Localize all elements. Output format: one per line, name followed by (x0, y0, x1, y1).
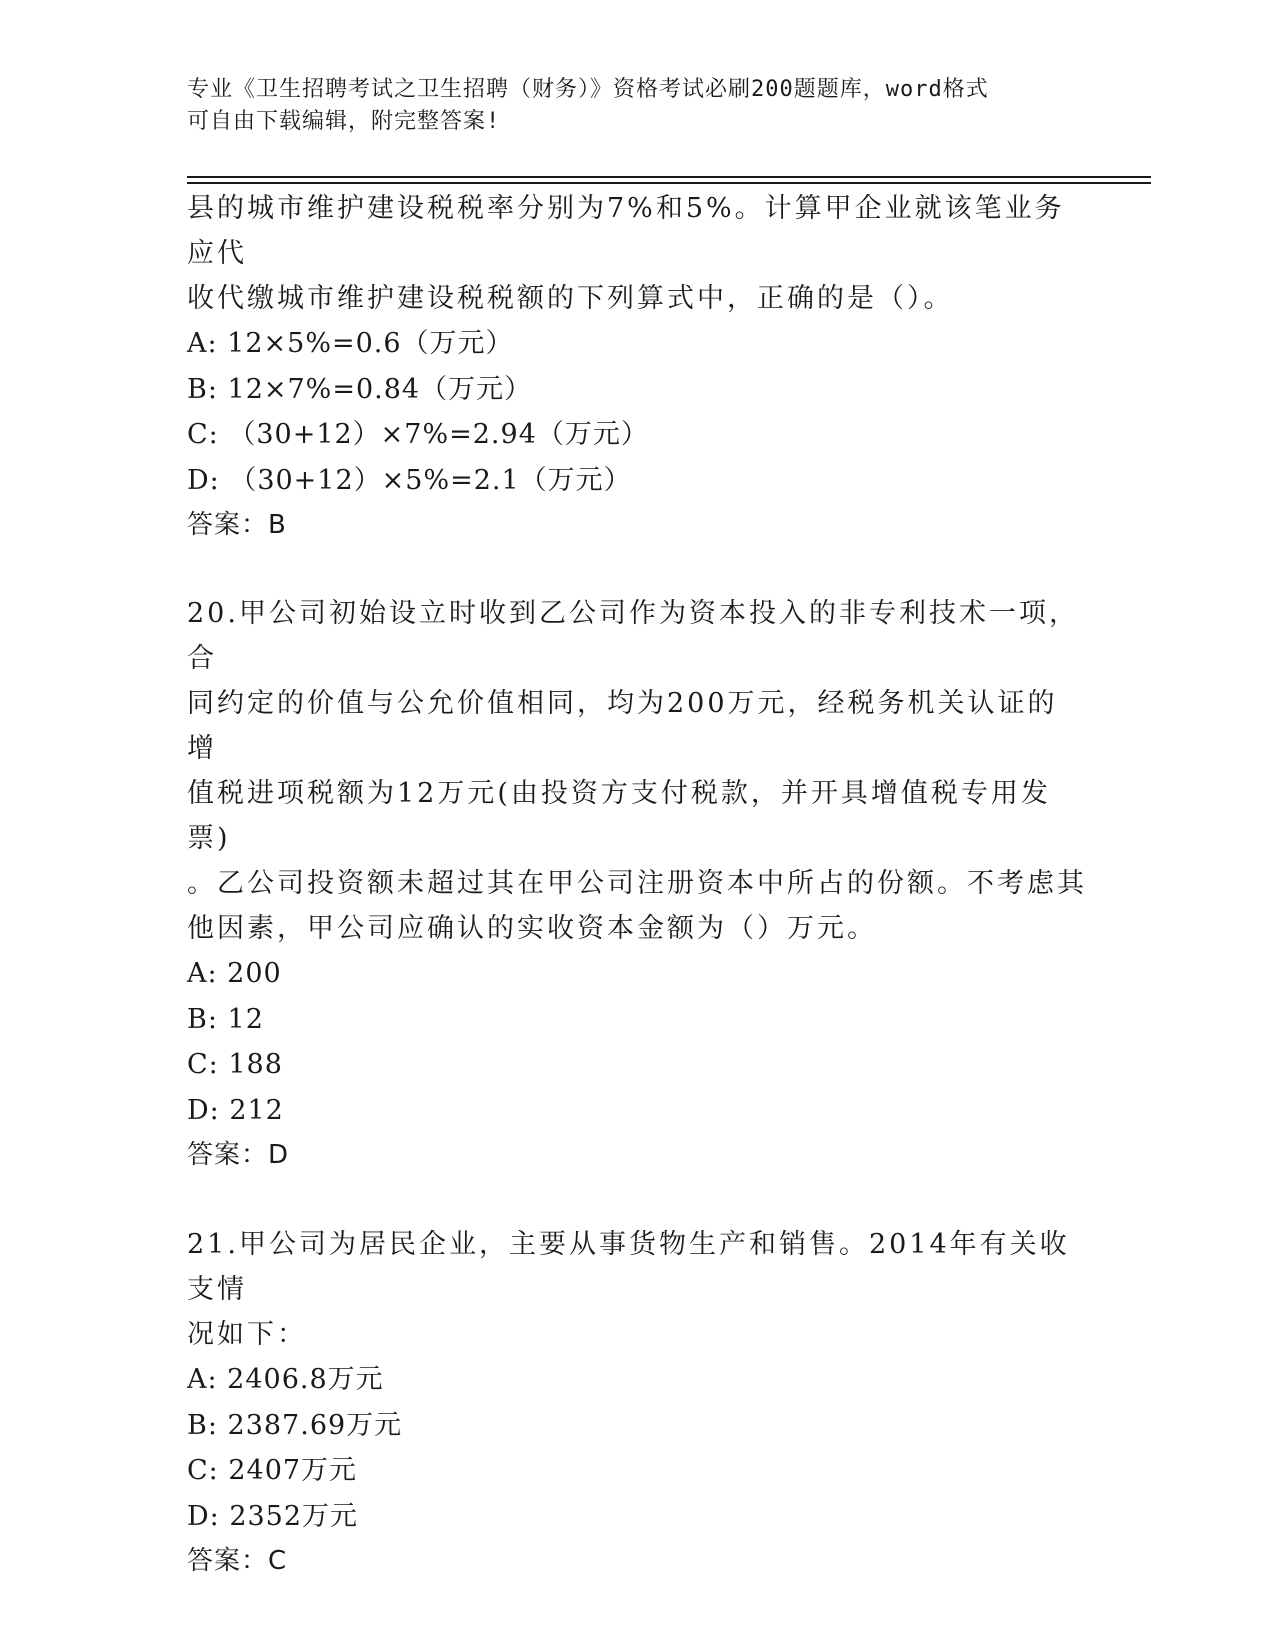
header-rule-top (187, 176, 1151, 178)
question-text-line: 20.甲公司初始设立时收到乙公司作为资本投入的非专利技术一项，合 (187, 598, 1079, 674)
option-b: B: 2387.69万元 (187, 1409, 403, 1441)
question-text-line: 值税进项税额为12万元(由投资方支付税款，并开具增值税专用发票) (187, 778, 1051, 854)
answer-label: 答案：C (187, 1546, 288, 1576)
question-text-line: 同约定的价值与公允价值相同，均为200万元，经税务机关认证的增 (187, 688, 1058, 764)
question-text-line: 县的城市维护建设税税率分别为7%和5%。计算甲企业就该笔业务应代 (187, 193, 1065, 269)
question-text-line: 他因素，甲公司应确认的实收资本金额为（）万元。 (187, 913, 877, 944)
option-c: C: （30+12）×7%=2.94（万元） (187, 419, 649, 450)
question-text-line: 收代缴城市维护建设税税额的下列算式中，正确的是（）。 (187, 283, 954, 314)
answer-label: 答案：D (187, 1140, 290, 1170)
option-d: D: 212 (187, 1094, 284, 1126)
header-line-1: 专业《卫生招聘考试之卫生招聘（财务）》资格考试必刷200题题库，word格式 (187, 77, 989, 102)
question-spacer (187, 548, 1087, 591)
question-19-continued (187, 186, 1087, 548)
option-a: A: 12×5%=0.6（万元） (187, 328, 514, 359)
option-a: A: 2406.8万元 (187, 1364, 384, 1395)
question-text-line: 况如下： (187, 1319, 307, 1350)
question-spacer (187, 1178, 1087, 1222)
option-d: D: 2352万元 (187, 1500, 359, 1532)
question-20 (187, 591, 1087, 1178)
question-text-line: 21.甲公司为居民企业，主要从事货物生产和销售。2014年有关收支情 (187, 1229, 1070, 1305)
header-rule-bottom (187, 182, 1151, 184)
option-c: C: 2407万元 (187, 1455, 358, 1486)
option-b: B: 12×7%=0.84（万元） (187, 373, 533, 405)
option-d: D: （30+12）×5%=2.1（万元） (187, 464, 632, 496)
question-list (187, 186, 1087, 1584)
document-header (187, 74, 1067, 138)
option-c: C: 188 (187, 1049, 283, 1080)
option-a: A: 200 (187, 958, 282, 989)
answer-label: 答案：B (187, 510, 287, 540)
question-text-line: 。乙公司投资额未超过其在甲公司注册资本中所占的份额。不考虑其 (187, 868, 1087, 899)
option-b: B: 12 (187, 1003, 264, 1035)
question-21 (187, 1222, 1087, 1584)
header-line-2: 可自由下载编辑，附完整答案! (187, 109, 501, 134)
